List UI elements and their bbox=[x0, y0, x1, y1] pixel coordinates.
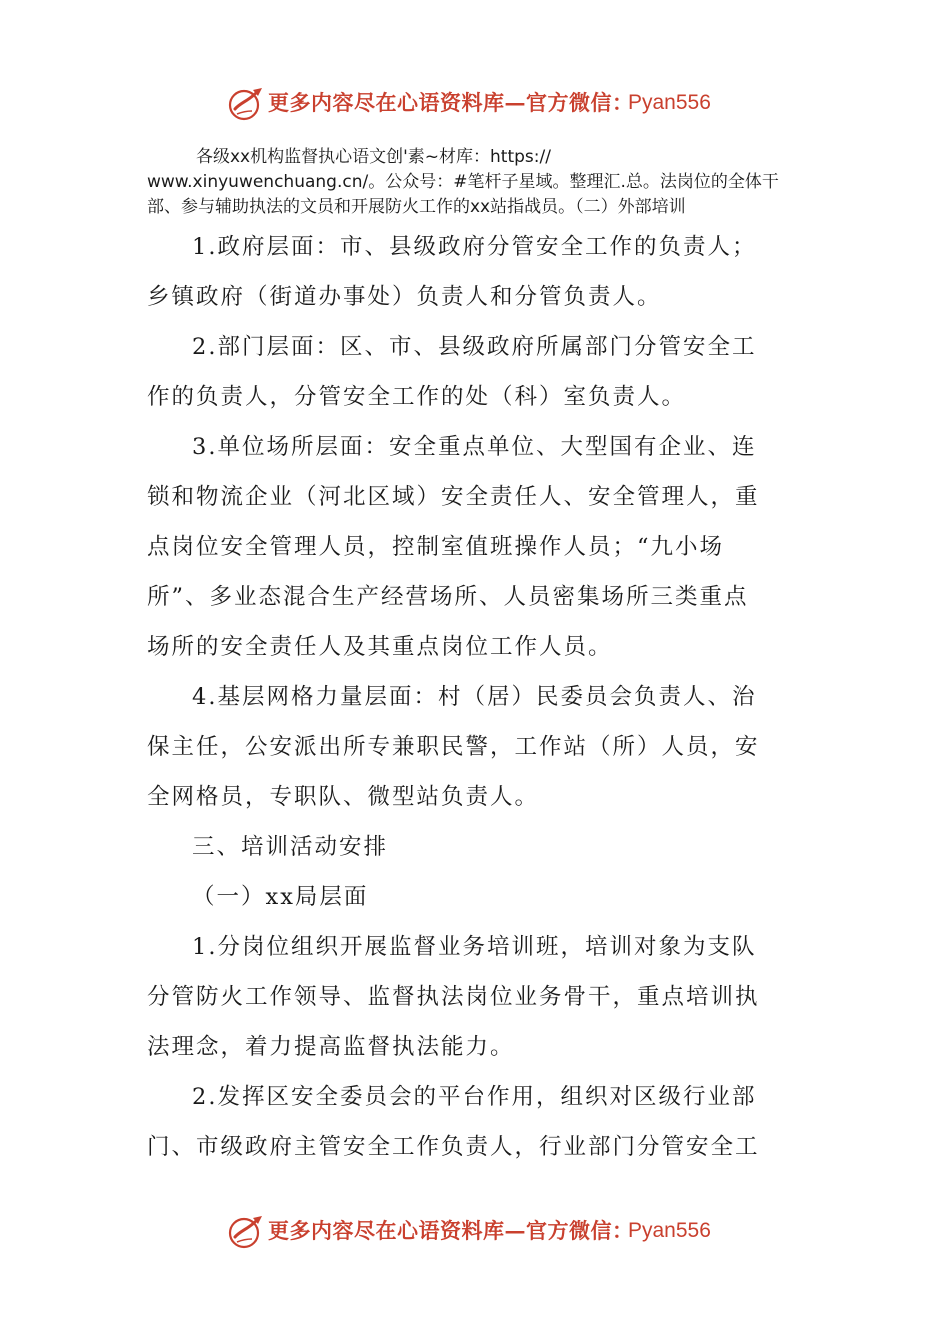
document-body bbox=[147, 222, 792, 1172]
text-line: 1.分岗位组织开展监督业务培训班，培训对象为支队 bbox=[192, 934, 757, 960]
text-line: 1.政府层面：市、县级政府分管安全工作的负责人； bbox=[192, 234, 757, 260]
section-heading bbox=[147, 822, 792, 872]
text-line: 门、市级政府主管安全工作负责人，行业部门分管安全工 bbox=[147, 1134, 760, 1160]
top-banner bbox=[0, 80, 950, 128]
paragraph-training-class bbox=[147, 922, 792, 1072]
subheading-text: （一）xx局层面 bbox=[192, 884, 369, 910]
text-line: 3.单位场所层面：安全重点单位、大型国有企业、连 bbox=[192, 434, 757, 460]
text-line: 作的负责人，分管安全工作的处（科）室负责人。 bbox=[147, 384, 687, 410]
header-line: 各级xx机构监督执心语文创'素~材库：https:// bbox=[196, 147, 551, 167]
text-line: 乡镇政府（街道办事处）负责人和分管负责人。 bbox=[147, 284, 662, 310]
text-line: 锁和物流企业（河北区域）安全责任人、安全管理人，重 bbox=[147, 484, 760, 510]
text-line: 2.发挥区安全委员会的平台作用，组织对区级行业部 bbox=[192, 1084, 757, 1110]
header-line: www.xinyuwenchuang.cn/。公众号：#笔杆子星域。整理汇.总。法岗位的全体干 bbox=[147, 172, 779, 192]
header-paragraph bbox=[147, 145, 817, 220]
heading-text: 三、培训活动安排 bbox=[192, 834, 389, 860]
paragraph-department bbox=[147, 322, 792, 422]
text-line: 所”、多业态混合生产经营场所、人员密集场所三类重点 bbox=[147, 584, 749, 610]
text-line: 场所的安全责任人及其重点岗位工作人员。 bbox=[147, 634, 613, 660]
text-line: 2.部门层面：区、市、县级政府所属部门分管安全工 bbox=[192, 334, 757, 360]
pen-circle-logo-icon bbox=[226, 84, 266, 124]
subsection-heading bbox=[147, 872, 792, 922]
text-line: 全网格员，专职队、微型站负责人。 bbox=[147, 784, 540, 810]
banner-wechat-id: Pyan556 bbox=[628, 1219, 711, 1242]
paragraph-grid bbox=[147, 672, 792, 822]
banner-text: 更多内容尽在心语资料库—官方微信： bbox=[268, 90, 634, 115]
pen-circle-logo-icon bbox=[226, 1212, 266, 1252]
bottom-banner bbox=[0, 1208, 950, 1256]
text-line: 法理念，着力提高监督执法能力。 bbox=[147, 1034, 515, 1060]
banner-text: 更多内容尽在心语资料库—官方微信： bbox=[268, 1218, 634, 1243]
text-line: 点岗位安全管理人员，控制室值班操作人员；“九小场 bbox=[147, 534, 725, 560]
banner-wechat-id: Pyan556 bbox=[628, 91, 711, 114]
text-line: 分管防火工作领导、监督执法岗位业务骨干，重点培训执 bbox=[147, 984, 760, 1010]
text-line: 保主任，公安派出所专兼职民警，工作站（所）人员，安 bbox=[147, 734, 760, 760]
paragraph-unit bbox=[147, 422, 792, 672]
paragraph-safety-committee bbox=[147, 1072, 792, 1172]
paragraph-government bbox=[147, 222, 792, 322]
header-line: 部、参与辅助执法的文员和开展防火工作的xx站指战员。（二）外部培训 bbox=[147, 197, 686, 217]
text-line: 4.基层网格力量层面：村（居）民委员会负责人、治 bbox=[192, 684, 757, 710]
